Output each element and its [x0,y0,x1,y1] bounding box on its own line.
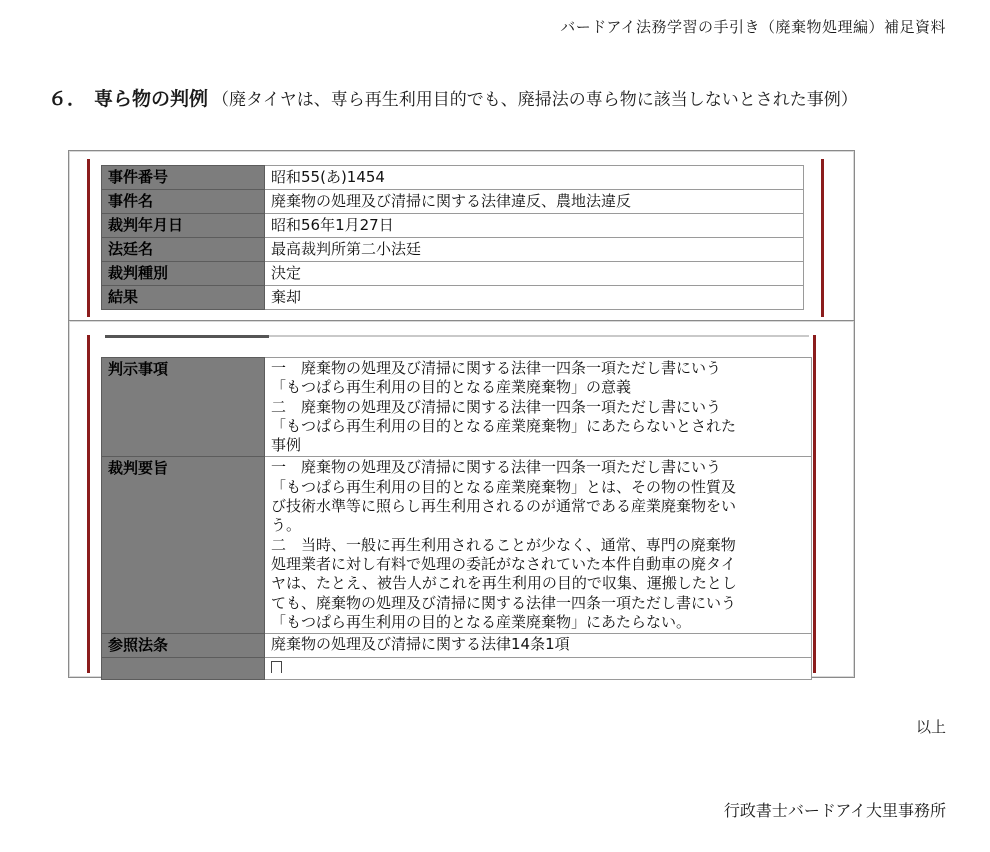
table-row [102,457,812,634]
text-line: 「もつぱら再生利用の目的となる産業廃棄物」の意義 [271,378,632,397]
case-summary-table [101,165,804,310]
divider-dark [105,335,269,338]
text-line: 処理業者に対し有料で処理の委託がなされていた本件自動車の廃タイ [271,554,736,573]
row-label: 事件番号 [102,166,265,190]
text-line: ても、廃棄物の処理及び清掃に関する法律一四条一項ただし書にいう [271,593,737,612]
row-label: 裁判種別 [102,262,265,286]
office-name: 行政書士バードアイ大里事務所 [723,801,946,820]
table-row [102,286,804,310]
row-value [265,457,812,634]
row-label [102,658,265,680]
end-mark: 以上 [915,718,946,736]
row-value: 廃棄物の処理及び清掃に関する法律違反、農地法違反 [265,190,804,214]
table-row [102,214,804,238]
text-line: 二 当時、一般に再生利用されることが少なく、通常、専門の廃棄物 [271,535,736,554]
table-row [102,238,804,262]
row-value [265,634,812,658]
text-line: 「もつぱら再生利用の目的となる産業廃棄物」にあたらない。 [271,612,692,631]
case-detail-table [101,357,812,680]
text-line: 二 廃棄物の処理及び清掃に関する法律一四条一項ただし書にいう [271,397,722,416]
text-line: 「もつぱら再生利用の目的となる産業廃棄物」とは、その物の性質及 [271,477,737,496]
row-value: 昭和55(あ)1454 [265,166,804,190]
text-line: 「もつぱら再生利用の目的となる産業廃棄物」にあたらないとされた [271,416,737,435]
divider-light [269,335,809,337]
row-value [265,358,812,457]
row-label: 裁判要旨 [102,457,265,634]
row-label: 判示事項 [102,358,265,457]
row-label: 参照法条 [102,634,265,658]
section-heading [48,84,858,111]
left-accent-bar [87,335,90,673]
row-value: 決定 [265,262,804,286]
right-accent-bar [813,335,816,673]
right-accent-bar [821,159,824,317]
table-row [102,634,812,658]
text-line: び技術水準等に照らし再生利用されるのが通常である産業廃棄物をい [271,497,737,516]
header-title: バードアイ法務学習の手引き（廃棄物処理編）補足資料 [560,18,946,36]
text-line: う。 [271,516,302,535]
table-row [102,358,812,457]
row-label: 法廷名 [102,238,265,262]
row-value [265,658,812,680]
row-label: 事件名 [102,190,265,214]
row-label: 結果 [102,286,265,310]
case-summary-screenshot [68,150,855,322]
text-line: 一 廃棄物の処理及び清掃に関する法律一四条一項ただし書にいう [271,458,722,477]
section-title: 専ら物の判例 [94,88,209,110]
text-line: 事例 [271,436,302,455]
section-number: ６． [48,88,87,110]
row-value: 昭和56年1月27日 [265,214,804,238]
text-line: ヤは、たとえ、被告人がこれを再生利用の目的で収集、運搬したとし [271,574,737,593]
section-subtitle: （廃タイヤは、専ら再生利用目的でも、廃掃法の専ら物に該当しないとされた事例） [212,90,858,110]
table-row [102,262,804,286]
left-accent-bar [87,159,90,317]
document-icon[interactable] [271,661,282,673]
row-label: 裁判年月日 [102,214,265,238]
case-detail-screenshot [68,320,855,678]
text-line: 廃棄物の処理及び清掃に関する法律14条1項 [271,635,570,654]
table-row [102,166,804,190]
row-value: 棄却 [265,286,804,310]
table-row [102,190,804,214]
text-line: 一 廃棄物の処理及び清掃に関する法律一四条一項ただし書にいう [271,359,722,377]
row-value: 最高裁判所第二小法廷 [265,238,804,262]
table-row [102,658,812,680]
